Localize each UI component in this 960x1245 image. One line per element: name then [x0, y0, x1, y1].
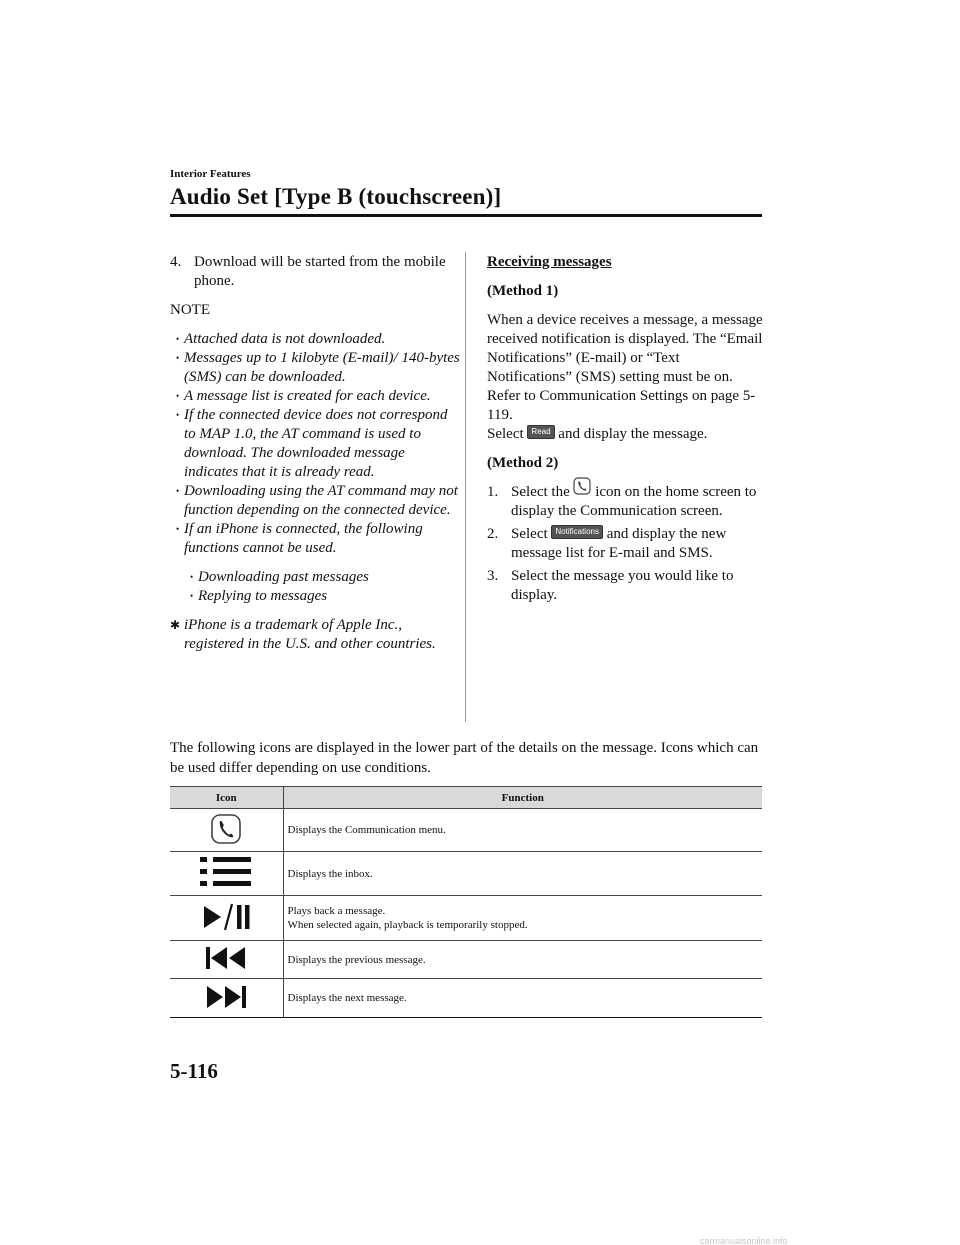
column-header-icon: Icon: [170, 787, 283, 809]
bullet-icon: •: [176, 353, 180, 363]
note-text: Messages up to 1 kilobyte (E-mail)/ 140-bytes (SMS) can be downloaded.: [184, 350, 460, 385]
table-row: [170, 941, 762, 979]
step-text: Select the message you would like to display.: [511, 568, 734, 603]
bullet-icon: •: [190, 591, 194, 601]
read-button[interactable]: Read: [527, 425, 554, 439]
table-row: [170, 979, 762, 1018]
note-label: NOTE: [170, 302, 210, 318]
previous-icon[interactable]: [204, 945, 248, 974]
page-title: Audio Set [Type B (touchscreen)]: [170, 184, 502, 209]
function-text: Displays the previous message.: [287, 953, 426, 966]
play-pause-icon[interactable]: [201, 901, 251, 936]
step-number: 1.: [487, 484, 499, 500]
function-text: When selected again, playback is temporarily stopped.: [287, 919, 528, 931]
function-text: Displays the next message.: [287, 992, 407, 1004]
right-column: [487, 253, 767, 609]
method-2-step-1: [487, 483, 767, 521]
receiving-messages-heading: Receiving messages: [487, 254, 612, 270]
bullet-icon: •: [176, 334, 180, 344]
step-text: and display the new message list for E-mail and SMS.: [511, 526, 727, 561]
table-row: [170, 896, 762, 941]
note-item: [170, 482, 460, 520]
bullet-icon: •: [176, 486, 180, 496]
method-1-heading: (Method 1): [487, 283, 559, 299]
step-text: Download will be started from the mobile phone.: [194, 254, 446, 289]
phone-icon[interactable]: [210, 813, 242, 848]
next-icon[interactable]: [204, 984, 248, 1013]
step-text: Select the: [511, 484, 570, 500]
bullet-icon: •: [190, 572, 194, 582]
note-text: If an iPhone is connected, the following functions cannot be used.: [184, 521, 423, 556]
note-item: [170, 330, 460, 349]
select-suffix-text: and display the message.: [558, 426, 708, 442]
column-header-function: Function: [283, 787, 762, 809]
method-2-step-3: [487, 567, 767, 605]
notifications-button[interactable]: Notifications: [551, 525, 603, 539]
asterisk-icon: ✱: [170, 618, 181, 632]
icon-cell: [170, 979, 283, 1018]
icon-cell: [170, 941, 283, 979]
function-cell: [283, 852, 762, 896]
select-text: Select: [487, 426, 524, 442]
function-cell: [283, 979, 762, 1018]
icon-cell: [170, 852, 283, 896]
icons-intro-text: The following icons are displayed in the lower part of the details on the message. Icons which can be used differ depending on use conditions.: [170, 740, 759, 776]
method-1-text: [487, 311, 767, 444]
table-header-row: [170, 787, 762, 809]
list-icon[interactable]: [198, 855, 254, 892]
bullet-icon: •: [176, 410, 180, 420]
subnote-text: Downloading past messages: [198, 569, 369, 585]
title-rule: [170, 214, 762, 217]
note-text: If the connected device does not correspond to MAP 1.0, the AT command is used to download. The downloaded message indicates that it is already read.: [184, 407, 448, 480]
note-item: [170, 387, 460, 406]
function-cell: [283, 809, 762, 852]
function-text: Displays the Communication menu.: [287, 824, 446, 836]
note-list: [170, 330, 460, 558]
footnote-text: iPhone is a trademark of Apple Inc., registered in the U.S. and other countries.: [184, 617, 436, 652]
note-item: [170, 406, 460, 482]
step-text: icon on the home screen to display the Communication screen.: [511, 484, 757, 519]
function-cell: [283, 941, 762, 979]
step-4: [170, 253, 460, 291]
subnote-list: [170, 568, 460, 606]
table-row: [170, 852, 762, 896]
subnote-text: Replying to messages: [198, 588, 328, 604]
note-item: [170, 349, 460, 387]
method-2-heading: (Method 2): [487, 455, 559, 471]
method-1-description: When a device receives a message, a message received notification is displayed. The “Email Notifications” (E-mail) or “Text Notifications” (SMS) setting must be on.: [487, 312, 763, 385]
page-number: 5-116: [170, 1059, 218, 1083]
function-text: Displays the inbox.: [287, 867, 373, 880]
note-item: [170, 520, 460, 558]
step-number: 3.: [487, 568, 499, 584]
icon-cell: [170, 896, 283, 941]
trademark-footnote: [170, 616, 460, 654]
left-column: [170, 253, 460, 654]
note-text: Downloading using the AT command may not function depending on the connected device.: [184, 483, 458, 518]
function-cell: [283, 896, 762, 941]
subnote-item: [170, 587, 460, 606]
note-text: Attached data is not downloaded.: [184, 331, 386, 347]
step-number: 2.: [487, 526, 499, 542]
bullet-icon: •: [176, 524, 180, 534]
communication-icon[interactable]: [573, 477, 591, 501]
bullet-icon: •: [176, 391, 180, 401]
icon-cell: [170, 809, 283, 852]
section-label: Interior Features: [170, 168, 251, 180]
method-2-step-2: [487, 525, 767, 563]
watermark: carmanualsonline.info: [700, 1236, 788, 1245]
step-text: Select: [511, 526, 548, 542]
step-number: 4.: [170, 254, 182, 270]
icon-function-table: [170, 786, 762, 1018]
table-row: [170, 809, 762, 852]
note-text: A message list is created for each device.: [184, 388, 431, 404]
function-text: Plays back a message.: [287, 905, 386, 917]
subnote-item: [170, 568, 460, 587]
column-divider: [465, 252, 466, 722]
refer-text: Refer to Communication Settings on page 5-119.: [487, 388, 756, 423]
